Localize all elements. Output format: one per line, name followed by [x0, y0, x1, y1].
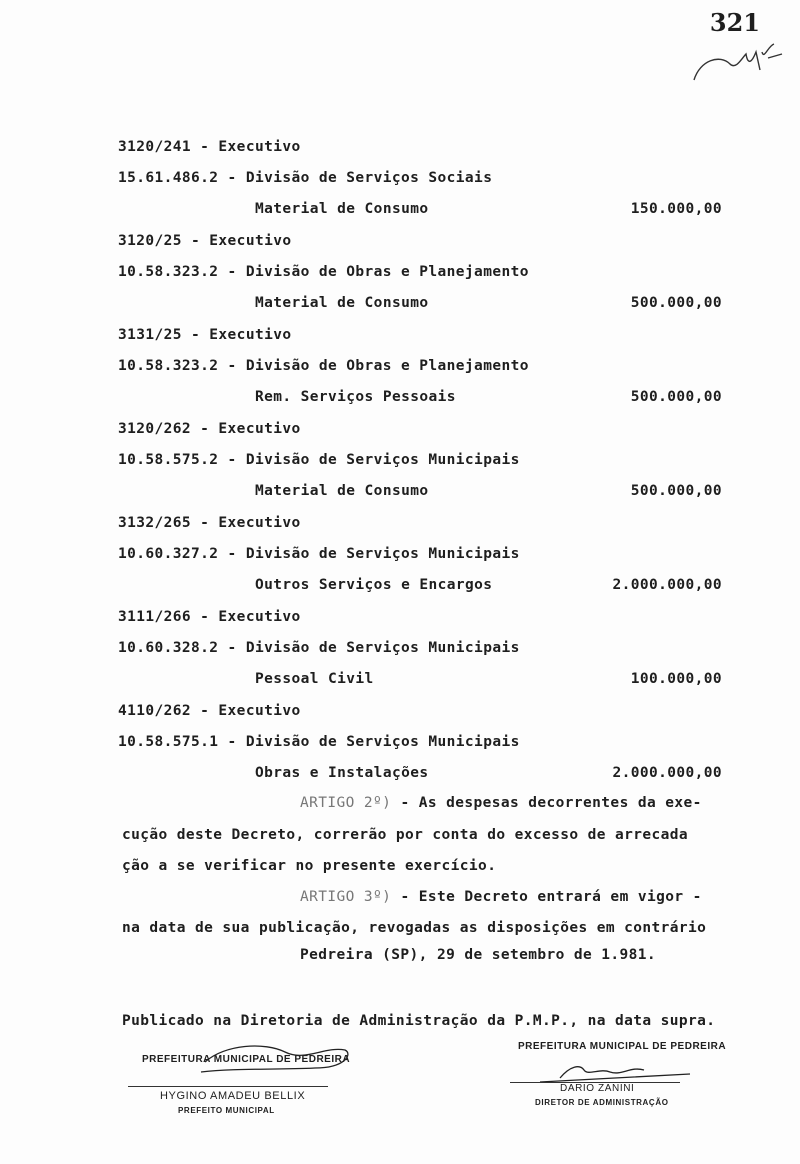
right-signer-title: DIRETOR DE ADMINISTRAÇÃO	[535, 1098, 669, 1107]
entry-account: 10.58.575.1 - Divisão de Serviços Municipais	[118, 734, 520, 750]
entry-item: Outros Serviços e Encargos	[255, 577, 493, 593]
entry-code: 3131/25 - Executivo	[118, 327, 292, 343]
entry-amount: 100.000,00	[630, 671, 722, 687]
left-signature	[195, 1038, 355, 1078]
entry-item: Rem. Serviços Pessoais	[255, 389, 456, 405]
entry-account: 10.60.328.2 - Divisão de Serviços Municipais	[118, 640, 520, 656]
entry-account: 10.60.327.2 - Divisão de Serviços Municipais	[118, 546, 520, 562]
page-number: 321	[709, 8, 760, 37]
artigo-2-label: ARTIGO 2º)	[300, 795, 392, 811]
artigo-3-line1: - Este Decreto entrará em vigor -	[400, 889, 702, 905]
entry-code: 3132/265 - Executivo	[118, 515, 301, 531]
entry-amount: 500.000,00	[630, 389, 722, 405]
entry-code: 3120/25 - Executivo	[118, 233, 292, 249]
artigo-2-line3: ção a se verificar no presente exercício.	[122, 858, 497, 874]
artigo-3-paragraph	[300, 889, 702, 905]
date-line: Pedreira (SP), 29 de setembro de 1.981.	[300, 947, 657, 963]
entry-code: 3120/241 - Executivo	[118, 139, 301, 155]
entry-code: 3120/262 - Executivo	[118, 421, 301, 437]
artigo-3-label: ARTIGO 3º)	[300, 889, 392, 905]
right-stamp: PREFEITURA MUNICIPAL DE PEDREIRA	[518, 1041, 727, 1052]
entry-code: 4110/262 - Executivo	[118, 703, 301, 719]
entry-amount: 500.000,00	[630, 483, 722, 499]
left-signer-title: PREFEITO MUNICIPAL	[178, 1106, 275, 1115]
left-signer-name: HYGINO AMADEU BELLIX	[160, 1090, 306, 1102]
entry-item: Material de Consumo	[255, 295, 429, 311]
entry-account: 10.58.575.2 - Divisão de Serviços Municipais	[118, 452, 520, 468]
entry-account: 10.58.323.2 - Divisão de Obras e Planejamento	[118, 264, 529, 280]
entry-item: Pessoal Civil	[255, 671, 374, 687]
left-stamp: PREFEITURA MUNICIPAL DE PEDREIRA	[142, 1054, 351, 1065]
entry-account: 15.61.486.2 - Divisão de Serviços Sociais	[118, 170, 493, 186]
artigo-2-line2: cução deste Decreto, correrão por conta do excesso de arrecada	[122, 827, 689, 843]
entry-code: 3111/266 - Executivo	[118, 609, 301, 625]
artigo-2-line1: - As despesas decorrentes da exe-	[400, 795, 702, 811]
left-signature-line	[128, 1086, 328, 1087]
page-initials-signature	[690, 40, 790, 90]
entry-item: Material de Consumo	[255, 201, 429, 217]
entry-item: Obras e Instalações	[255, 765, 429, 781]
entry-amount: 150.000,00	[630, 201, 722, 217]
right-signer-name: DARIO ZANINI	[560, 1083, 635, 1094]
entry-item: Material de Consumo	[255, 483, 429, 499]
entry-amount: 500.000,00	[630, 295, 722, 311]
artigo-3-line2: na data de sua publicação, revogadas as disposições em contrário	[122, 920, 707, 936]
publication-note: Publicado na Diretoria de Administração da P.M.P., na data supra.	[122, 1013, 716, 1029]
entry-amount: 2.000.000,00	[612, 765, 722, 781]
entry-amount: 2.000.000,00	[612, 577, 722, 593]
entry-account: 10.58.323.2 - Divisão de Obras e Planejamento	[118, 358, 529, 374]
artigo-2-paragraph	[300, 795, 702, 811]
